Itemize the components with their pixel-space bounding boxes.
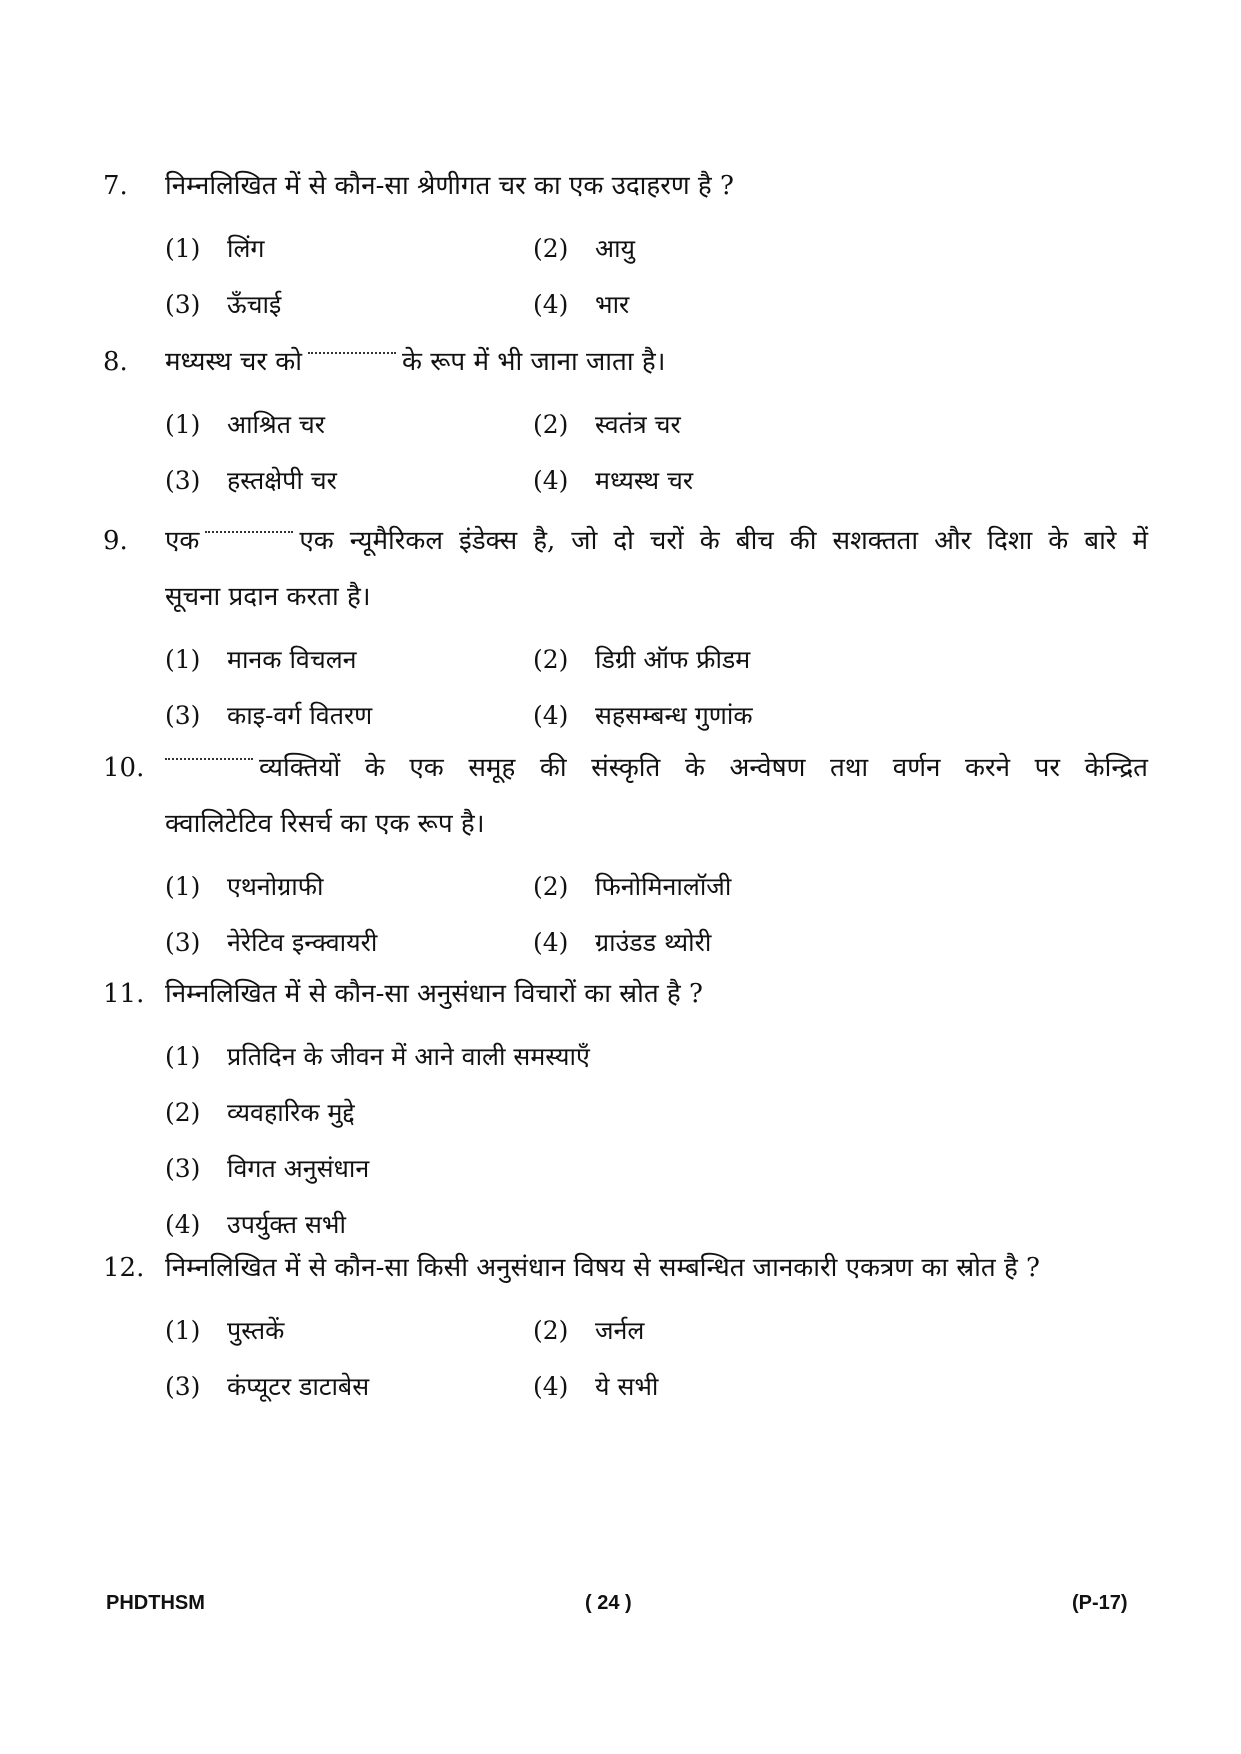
question-text: एक एक न्यूमैरिकल इंडेक्स है, जो दो चरों के बीच की सशक्तता और दिशा के बारे में: [165, 526, 1148, 556]
option-1: (1) एथनोग्राफी: [165, 871, 324, 901]
option-2: (2) फिनोमिनालॉजी: [533, 871, 732, 901]
option-4: (4) ग्राउंडड थ्योरी: [533, 927, 712, 957]
option-1: (1) पुस्तकें: [165, 1315, 285, 1345]
fill-in-blank: [308, 352, 396, 354]
option-1: (1) मानक विचलन: [165, 644, 357, 674]
question-text: निम्नलिखित में से कौन-सा किसी अनुसंधान विषय से सम्बन्धित जानकारी एकत्रण का स्रोत है ?: [165, 1253, 1040, 1283]
option-3: (3) काइ-वर्ग वितरण: [165, 700, 373, 730]
question-number: 11.: [103, 979, 145, 1009]
option-2: (2) व्यवहारिक मुद्दे: [165, 1097, 355, 1127]
question-number: 9.: [103, 526, 128, 556]
question-number: 12.: [103, 1253, 145, 1283]
option-4: (4) ये सभी: [533, 1371, 659, 1401]
footer-set: (P-17): [1072, 1592, 1128, 1614]
option-3: (3) कंप्यूटर डाटाबेस: [165, 1371, 370, 1401]
option-4: (4) सहसम्बन्ध गुणांक: [533, 700, 753, 730]
question-text: निम्नलिखित में से कौन-सा अनुसंधान विचारों का स्रोत है ?: [165, 979, 703, 1009]
question-number: 10.: [103, 753, 145, 783]
question-number: 8.: [103, 347, 128, 377]
question-9: [103, 513, 1148, 743]
option-3: (3) हस्तक्षेपी चर: [165, 465, 337, 495]
option-2: (2) जर्नल: [533, 1315, 645, 1345]
question-text: निम्नलिखित में से कौन-सा श्रेणीगत चर का एक उदाहरण है ?: [165, 171, 734, 201]
option-4: (4) मध्यस्थ चर: [533, 465, 694, 495]
option-3: (3) नेरेटिव इन्क्वायरी: [165, 927, 378, 957]
option-3: (3) विगत अनुसंधान: [165, 1153, 370, 1183]
option-2: (2) आयु: [533, 233, 636, 263]
question-8: [103, 334, 1148, 508]
option-4: (4) उपर्युक्त सभी: [165, 1209, 346, 1239]
fill-in-blank: [205, 531, 293, 533]
question-7: [103, 158, 1148, 332]
question-10: [103, 740, 1148, 970]
footer-page-number: ( 24 ): [585, 1592, 632, 1614]
fill-in-blank: [165, 758, 253, 760]
question-text-continued: सूचना प्रदान करता है।: [165, 582, 371, 612]
option-2: (2) डिग्री ऑफ फ्रीडम: [533, 644, 751, 674]
option-1: (1) प्रतिदिन के जीवन में आने वाली समस्याएँ: [165, 1041, 590, 1071]
question-12: [103, 1240, 1148, 1414]
question-text: व्यक्तियों के एक समूह की संस्कृति के अन्वेषण तथा वर्णन करने पर केन्द्रित: [165, 740, 1148, 796]
question-number: 7.: [103, 171, 128, 201]
question-text-continued: क्वालिटेटिव रिसर्च का एक रूप है।: [165, 809, 485, 839]
option-1: (1) लिंग: [165, 233, 265, 263]
footer-code: PHDTHSM: [106, 1592, 205, 1614]
option-1: (1) आश्रित चर: [165, 409, 326, 439]
option-2: (2) स्वतंत्र चर: [533, 409, 681, 439]
question-text: मध्यस्थ चर को के रूप में भी जाना जाता है।: [165, 347, 666, 377]
question-11: [103, 966, 1148, 1252]
option-3: (3) ऊँचाई: [165, 289, 282, 319]
option-4: (4) भार: [533, 289, 630, 319]
